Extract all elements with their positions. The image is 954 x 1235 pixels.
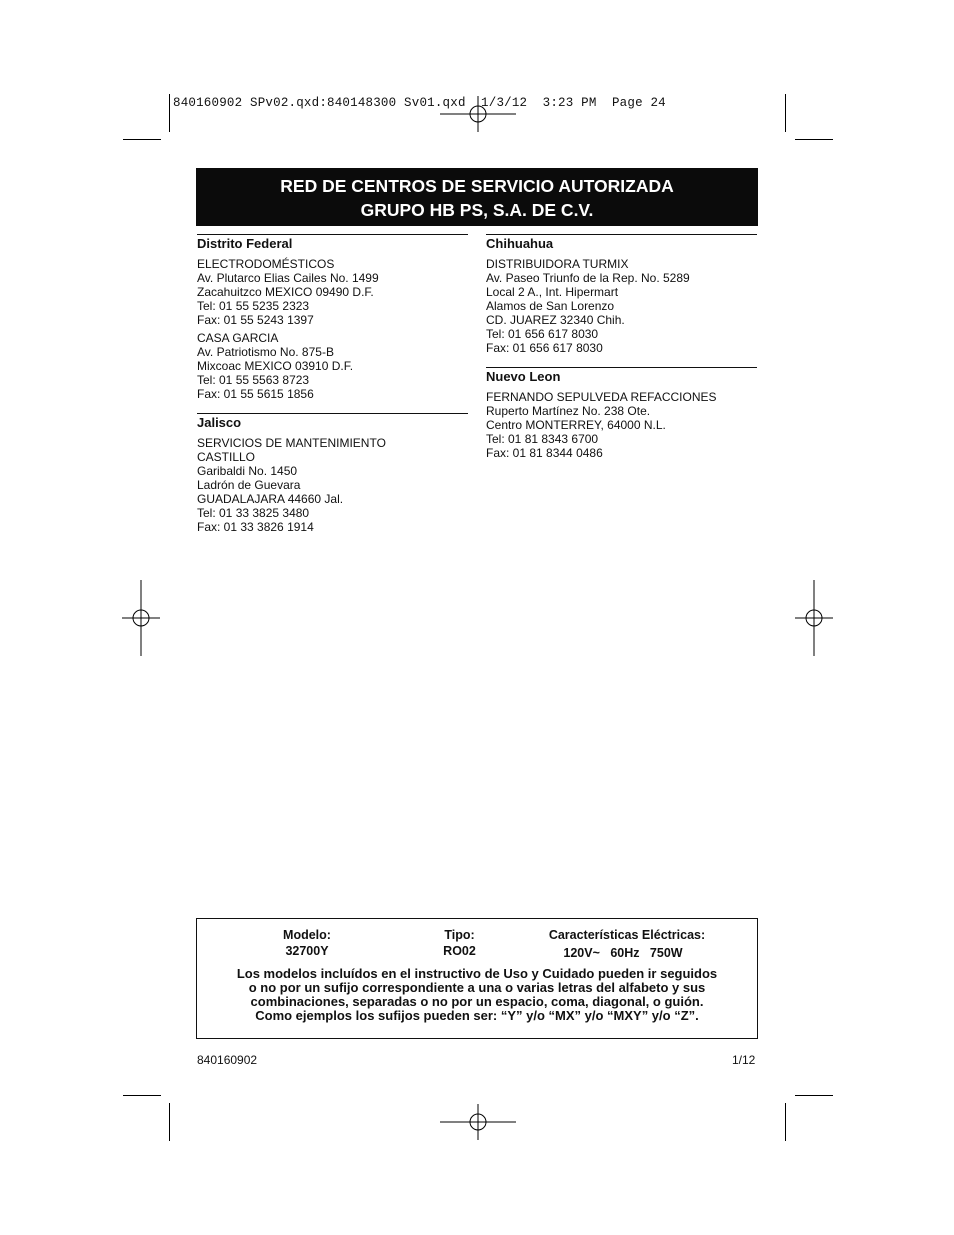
region-heading: Jalisco [197, 415, 242, 430]
registration-mark-icon [440, 96, 516, 132]
address-line: DISTRIBUIDORA TURMIX [486, 257, 629, 271]
address-line: Fax: 01 55 5243 1397 [197, 313, 314, 327]
region-heading: Distrito Federal [197, 236, 293, 251]
address-line: Centro MONTERREY, 64000 N.L. [486, 418, 666, 432]
note-line: combinaciones, separadas o no por un espacio, coma, diagonal, o guión. [250, 994, 704, 1009]
address-line: Fax: 01 81 8344 0486 [486, 446, 603, 460]
address-line: Av. Patriotismo No. 875-B [197, 345, 334, 359]
address-line: Zacahuitzco MEXICO 09490 D.F. [197, 285, 374, 299]
model-info-box [196, 918, 758, 1039]
crop-mark [169, 94, 170, 132]
region-section [486, 234, 757, 355]
caracteristicas-value: 120V~ 60Hz 750W [563, 946, 683, 960]
crop-mark [123, 139, 161, 140]
crop-mark [795, 1095, 833, 1096]
crop-mark [785, 94, 786, 132]
left-column [197, 234, 468, 546]
footer-code: 840160902 [197, 1053, 258, 1067]
address-line: CASTILLO [197, 450, 256, 464]
address-line: GUADALAJARA 44660 Jal. [197, 492, 344, 506]
service-center-entry [197, 436, 468, 534]
address-line: ELECTRODOMÉSTICOS [197, 257, 335, 271]
crop-mark [169, 1103, 170, 1141]
tipo-block [422, 927, 497, 959]
address-line: Mixcoac MEXICO 03910 D.F. [197, 359, 354, 373]
note-line: Como ejemplos los sufijos pueden ser: “Y” y/o “MX” y/o “MXY” y/o “Z”. [255, 1008, 699, 1023]
address-line: Tel: 01 55 5235 2323 [197, 299, 310, 313]
service-center-entry [486, 390, 757, 460]
registration-mark-icon [440, 1104, 516, 1140]
modelo-label: Modelo: [283, 928, 331, 942]
page-title-banner [196, 168, 758, 226]
banner-line-1: RED DE CENTROS DE SERVICIO AUTORIZADA [280, 176, 674, 196]
address-line: CD. JUAREZ 32340 Chih. [486, 313, 625, 327]
region-heading: Nuevo Leon [486, 369, 561, 384]
address-line: Tel: 01 33 3825 3480 [197, 506, 310, 520]
region-section [197, 234, 468, 401]
service-center-entry [486, 257, 757, 355]
address-line: Av. Plutarco Elias Cailes No. 1499 [197, 271, 379, 285]
address-line: Local 2 A., Int. Hipermart [486, 285, 619, 299]
print-slug: 840160902 SPv02.qxd:840148300 Sv01.qxd 1/3/12 3:23 PM Page 24 [173, 96, 666, 110]
crop-mark [123, 1095, 161, 1096]
service-center-entry [197, 331, 468, 401]
tipo-label: Tipo: [444, 928, 475, 942]
address-line: Fax: 01 55 5615 1856 [197, 387, 314, 401]
suffix-note [197, 967, 757, 1023]
address-line: SERVICIOS DE MANTENIMIENTO [197, 436, 386, 450]
crop-mark [785, 1103, 786, 1141]
region-section [197, 413, 468, 534]
registration-mark-icon [795, 580, 833, 656]
service-center-entry [197, 257, 468, 327]
address-line: Garibaldi No. 1450 [197, 464, 298, 478]
region-heading: Chihuahua [486, 236, 554, 251]
address-line: CASA GARCIA [197, 331, 279, 345]
footer-date: 1/12 [732, 1053, 756, 1067]
registration-mark-icon [122, 580, 160, 656]
modelo-block [257, 927, 357, 959]
modelo-value: 32700Y [285, 944, 329, 958]
address-line: Tel: 01 656 617 8030 [486, 327, 599, 341]
banner-line-2: GRUPO HB PS, S.A. DE C.V. [360, 200, 594, 220]
address-line: Av. Paseo Triunfo de la Rep. No. 5289 [486, 271, 690, 285]
caracteristicas-label: Características Eléctricas: [548, 928, 706, 942]
crop-mark [795, 139, 833, 140]
address-line: Ruperto Martínez No. 238 Ote. [486, 404, 651, 418]
region-section [486, 367, 757, 460]
address-line: Fax: 01 33 3826 1914 [197, 520, 314, 534]
note-line: o no por un sufijo correspondiente a una o varias letras del alfabeto y sus [248, 980, 706, 995]
address-line: Tel: 01 55 5563 8723 [197, 373, 310, 387]
address-line: Fax: 01 656 617 8030 [486, 341, 603, 355]
note-line: Los modelos incluídos en el instructivo de Uso y Cuidado pueden ir seguidos [236, 966, 718, 981]
address-line: Tel: 01 81 8343 6700 [486, 432, 599, 446]
address-line: Alamos de San Lorenzo [486, 299, 615, 313]
tipo-value: RO02 [443, 944, 476, 958]
address-line: Ladrón de Guevara [197, 478, 301, 492]
caracteristicas-block [532, 927, 722, 961]
right-column [486, 234, 757, 472]
address-line: FERNANDO SEPULVEDA REFACCIONES [486, 390, 717, 404]
